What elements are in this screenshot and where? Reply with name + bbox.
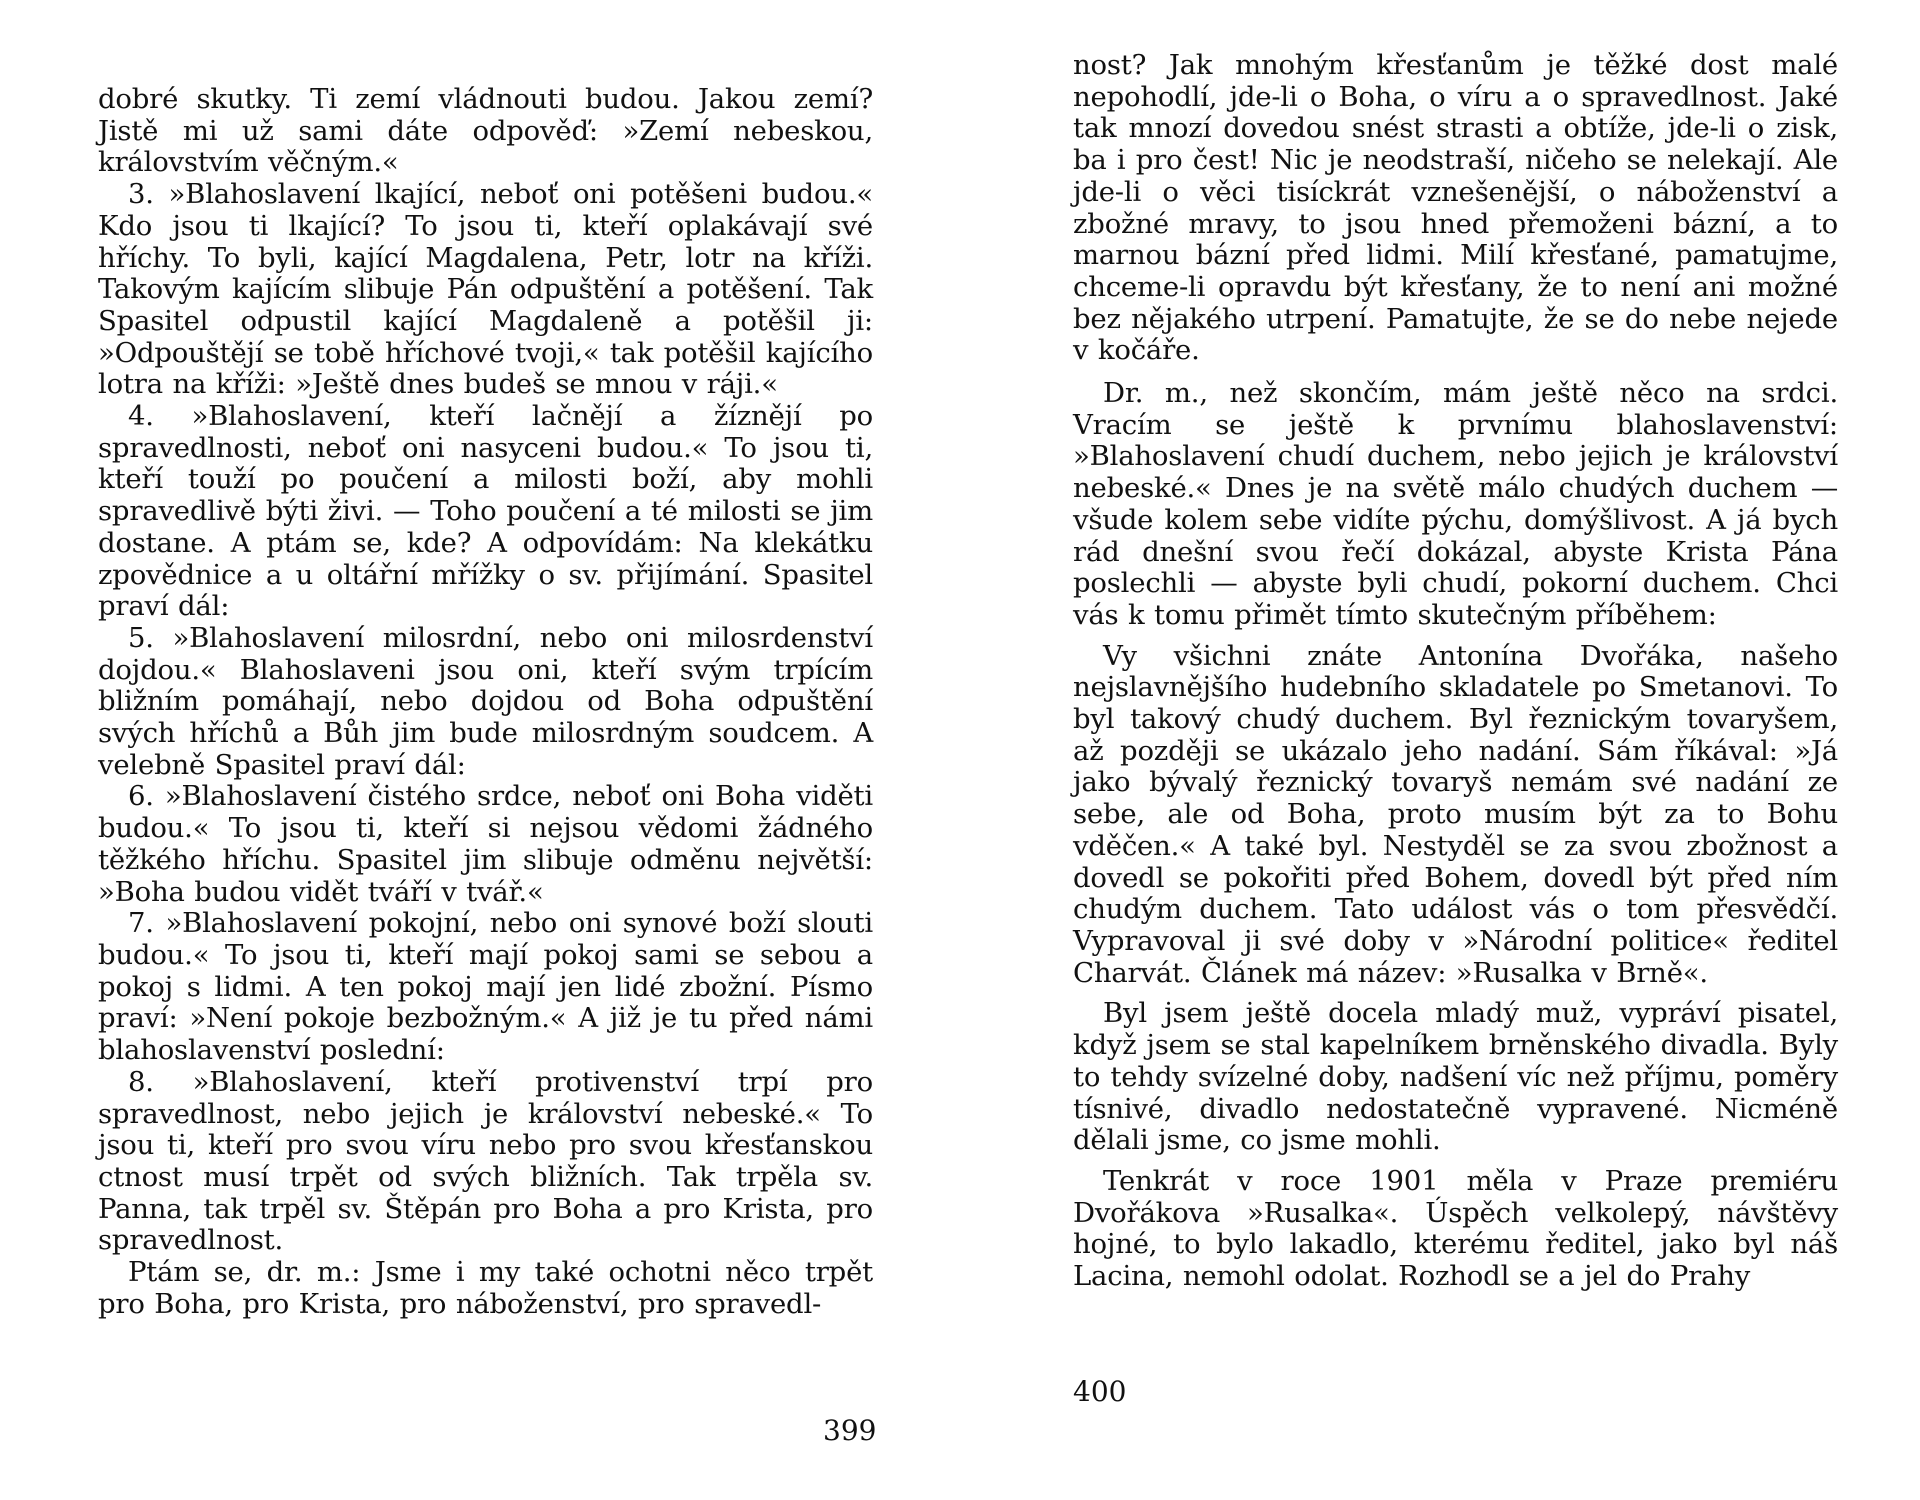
left-paragraph-3: 4. »Blahoslavení, kteří lačnějí a žíznějí po spravedlnosti, neboť oni nasyceni budou.« To jsou ti, kteří touží po poučení a milosti boží, aby mohli spravedlivě býti živi. — Toho poučení a té milosti se jim dostane. A ptám se, kde? A odpovídám: Na klekátku zpovědnice a u oltářní mřížky o sv. přijímání. Spasitel praví dál: — [98, 400, 873, 623]
left-paragraph-2: 3. »Blahoslavení lkající, neboť oni potěšeni budou.« Kdo jsou ti lkající? To jsou ti, kteří oplakávají své hříchy. To byli, kající Magdalena, Petr, lotr na kříži. Takovým kajícím slibuje Pán odpuštění a potěšení. Tak Spasitel odpustil kající Magdaleně a potěšil ji: »Odpouštějí se tobě hříchové tvoji,« tak potěšil kajícího lotra na kříži: »Ještě dnes budeš se mnou v ráji.« — [98, 178, 873, 401]
right-page — [1073, 50, 1838, 1302]
left-paragraph-6: 7. »Blahoslavení pokojní, nebo oni synové boží slouti budou.« To jsou ti, kteří mají pokoj sami se sebou a pokoj s lidmi. A ten pokoj mají jen lidé zbožní. Písmo praví: »Není pokoje bezbožným.« A již je tu před námi blahoslavenství poslední: — [98, 907, 873, 1067]
left-paragraph-8: Ptám se, dr. m.: Jsme i my také ochotni něco trpět pro Boha, pro Krista, pro náboženství, pro spravedl- — [98, 1256, 873, 1320]
page-number-left: 399 — [823, 1414, 877, 1447]
right-paragraph-2: Dr. m., než skončím, mám ještě něco na srdci. Vracím se ještě k prvnímu blahoslavenství: »Blahoslavení chudí duchem, nebo jejich je království nebeské.« Dnes je na světě málo chudých duchem — všude kolem sebe vidíte pýchu, domýšlivost. A já bych rád dnešní svou řečí dokázal, abyste Krista Pána poslechli — abyste byli chudí, pokorní duchem. Chci vás k tomu přimět tímto skutečným příběhem: — [1073, 377, 1838, 631]
left-paragraph-4: 5. »Blahoslavení milosrdní, nebo oni milosrdenství dojdou.« Blahoslaveni jsou oni, kteří svým trpícím bližním pomáhají, nebo dojdou od Boha odpuštění svých hříchů a Bůh jim bude milosrdným soudcem. A velebně Spasitel praví dál: — [98, 621, 873, 781]
right-paragraph-4: Byl jsem ještě docela mladý muž, vypráví pisatel, když jsem se stal kapelníkem brněnského divadla. Byly to tehdy svízelné doby, nadšení víc než příjmu, poměry tísnivé, divadlo nedostatečně vypravené. Nicméně dělali jsme, co jsme mohli. — [1073, 997, 1838, 1157]
right-paragraph-3: Vy všichni znáte Antonína Dvořáka, našeho nejslavnějšího hudebního skladatele po Smetanovi. To byl takový chudý duchem. Byl řeznickým tovaryšem, až později se ukázalo jeho nadání. Sám říkával: »Já jako bývalý řeznický tovaryš nemám své nadání ze sebe, ale od Boha, proto musím být za to Bohu vděčen.« A také byl. Nestyděl se za svou zbožnost a dovedl se pokořiti před Bohem, dovedl být před ním chudým duchem. Tato událost vás o tom přesvědčí. Vypravoval ji své doby v »Národní politice« ředitel Charvát. Článek má název: »Rusalka v Brně«. — [1073, 639, 1838, 989]
right-paragraph-5: Tenkrát v roce 1901 měla v Praze premiéru Dvořákova »Rusalka«. Úspěch velkolepý, návštěvy hojné, to bylo lakadlo, kterému ředitel, jako byl náš Lacina, nemohl odolat. Rozhodl se a jel do Prahy — [1073, 1164, 1838, 1293]
left-paragraph-5: 6. »Blahoslavení čistého srdce, neboť oni Boha viděti budou.« To jsou ti, kteří si nejsou vědomi žádného těžkého hříchu. Spasitel jim slibuje odměnu největší: »Boha budou vidět tváří v tvář.« — [98, 780, 873, 908]
page-number-right: 400 — [1073, 1375, 1127, 1408]
right-paragraph-1: nost? Jak mnohým křesťanům je těžké dost malé nepohodlí, jde-li o Boha, o víru a o spravedlnost. Jaké tak mnozí dovedou snést strasti a obtíže, jde-li o zisk, ba i pro čest! Nic je neodstraší, ničeho se nelekají. Ale jde-li o věci tisíckrát vznešenější, o náboženství a zbožné mravy, to jsou hned přemoženi bázní, a to marnou bázní před lidmi. Milí křesťané, pamatujme, chceme-li opravdu být křesťany, že to není ani možné bez nějakého utrpení. Pamatujte, že se do nebe nejede v kočáře. — [1073, 49, 1838, 367]
left-paragraph-7: 8. »Blahoslavení, kteří protivenství trpí pro spravedlnost, nebo jejich je království nebeské.« To jsou ti, kteří pro svou víru nebo pro svou křesťanskou ctnost musí trpět od svých bližních. Tak trpěla sv. Panna, tak trpěl sv. Štěpán pro Boha a pro Krista, pro spravedlnost. — [98, 1065, 873, 1257]
left-page — [98, 84, 873, 1320]
left-paragraph-1: dobré skutky. Ti zemí vládnouti budou. Jakou zemí? Jistě mi už sami dáte odpověď: »Zemí nebeskou, královstvím věčným.« — [98, 83, 873, 179]
